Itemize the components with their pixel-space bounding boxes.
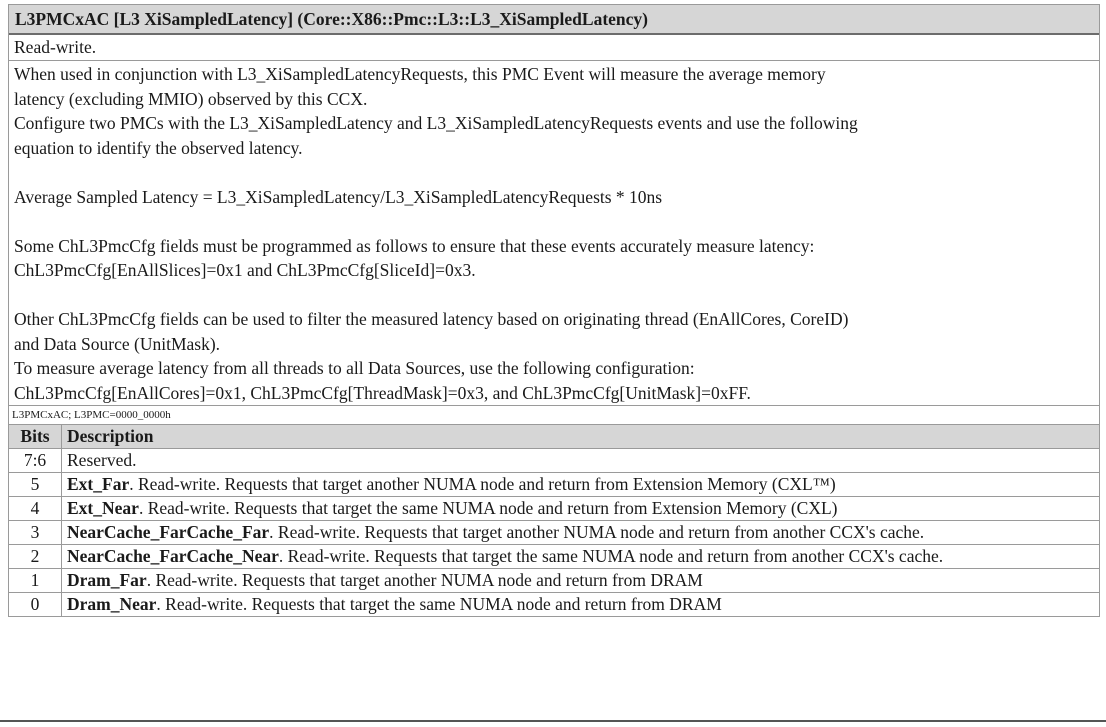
bits-cell: 4 — [9, 497, 62, 521]
description-line: latency (excluding MMIO) observed by this CCX. — [14, 88, 368, 109]
table-row — [9, 449, 1099, 473]
description-line: ChL3PmcCfg[EnAllSlices]=0x1 and ChL3PmcCfg[SliceId]=0x3. — [14, 260, 476, 280]
table-row — [9, 473, 1099, 497]
description-cell — [62, 569, 1100, 593]
bits-cell: 0 — [9, 593, 62, 617]
description-line: When used in conjunction with L3_XiSampledLatencyRequests, this PMC Event will measure the average memory — [14, 64, 826, 84]
table-row — [9, 521, 1099, 545]
table-row — [9, 593, 1099, 617]
description-line: To measure average latency from all threads to all Data Sources, use the following configuration: — [14, 358, 695, 378]
description-line: Configure two PMCs with the L3_XiSampledLatency and L3_XiSampledLatencyRequests events and use the following — [14, 113, 858, 133]
bits-cell: 7:6 — [9, 449, 62, 473]
field-description: . Read-write. Requests that target the same NUMA node and return from Extension Memory (CXL) — [138, 498, 838, 518]
field-name: Ext_Far — [67, 474, 130, 494]
field-description: . Read-write. Requests that target another NUMA node and return from DRAM — [146, 570, 703, 590]
description-line: equation to identify the observed latency. — [14, 137, 303, 158]
description-line: ChL3PmcCfg[EnAllCores]=0x1, ChL3PmcCfg[ThreadMask]=0x3, and ChL3PmcCfg[UnitMask]=0xFF. — [14, 382, 751, 403]
bits-cell: 3 — [9, 521, 62, 545]
table-row — [9, 497, 1099, 521]
field-description: Reserved. — [67, 450, 137, 470]
description-cell — [62, 545, 1100, 569]
description-cell — [62, 473, 1100, 497]
description-cell — [62, 497, 1100, 521]
register-definition-table — [8, 4, 1100, 617]
description-line: Other ChL3PmcCfg fields can be used to filter the measured latency based on originating thread (EnAllCores, CoreID) — [14, 309, 849, 329]
description-cell — [62, 521, 1100, 545]
description-spacer — [14, 283, 1094, 308]
description-line: and Data Source (UnitMask). — [14, 333, 221, 354]
register-title: L3PMCxAC [L3 XiSampledLatency] (Core::X86::Pmc::L3::L3_XiSampledLatency) — [9, 5, 1099, 35]
field-description: . Read-write. Requests that target the same NUMA node and return from another CCX's cache. — [278, 546, 944, 566]
bits-cell: 1 — [9, 569, 62, 593]
description-cell — [62, 593, 1100, 617]
page-bottom-rule — [0, 720, 1106, 722]
description-column-header: Description — [62, 425, 1100, 449]
latency-equation: Average Sampled Latency = L3_XiSampledLatency/L3_XiSampledLatencyRequests * 10ns — [14, 186, 663, 207]
register-address-info: L3PMCxAC; L3PMC=0000_0000h — [9, 405, 1099, 425]
table-row — [9, 545, 1099, 569]
bit-fields-table — [9, 425, 1099, 616]
field-name: NearCache_FarCache_Far — [67, 522, 270, 542]
bits-cell: 2 — [9, 545, 62, 569]
field-name: Ext_Near — [67, 498, 139, 518]
table-row — [9, 569, 1099, 593]
description-cell — [62, 449, 1100, 473]
field-description: . Read-write. Requests that target the same NUMA node and return from DRAM — [156, 594, 722, 614]
field-description: . Read-write. Requests that target another NUMA node and return from another CCX's cache. — [269, 522, 925, 542]
field-name: NearCache_FarCache_Near — [67, 546, 279, 566]
description-line: Some ChL3PmcCfg fields must be programmed as follows to ensure that these events accurately measure latency: — [14, 235, 815, 256]
register-description — [9, 61, 1099, 405]
description-spacer — [14, 209, 1094, 234]
field-name: Dram_Near — [67, 594, 157, 614]
register-access: Read-write. — [9, 35, 1099, 61]
field-name: Dram_Far — [67, 570, 147, 590]
bits-cell: 5 — [9, 473, 62, 497]
field-description: . Read-write. Requests that target another NUMA node and return from Extension Memory (CXL™) — [129, 474, 836, 494]
table-header-row — [9, 425, 1099, 449]
description-spacer — [14, 160, 1094, 185]
bits-column-header: Bits — [9, 425, 62, 449]
